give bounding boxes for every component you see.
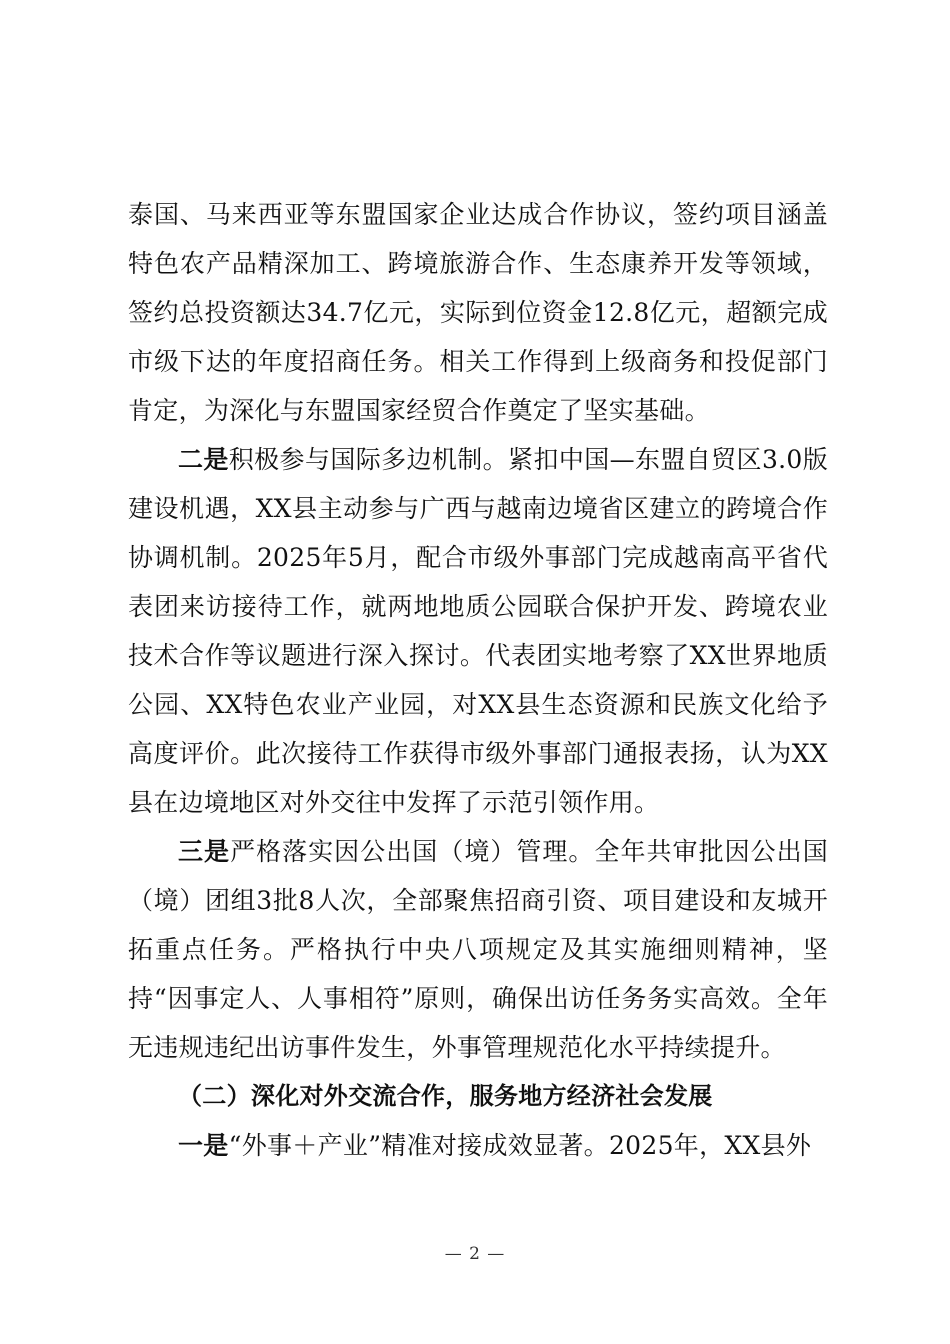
paragraph-point-three [128,827,828,1072]
paragraph-lead: 三是 [178,837,231,866]
paragraph-text: “外事＋产业”精准对接成效显著。2025年，XX县外 [228,1131,812,1160]
paragraph-text: 严格落实因公出国（境）管理。全年共审批因公出国（境）团组3批8人次，全部聚焦招商引资、项目建设和友城开拓重点任务。严格执行中央八项规定及其实施细则精神，坚持“因事定人、人事相符”原则，确保出访任务务实高效。全年无违规违纪出访事件发生，外事管理规范化水平持续提升。 [128,837,828,1062]
paragraph-lead: 一是 [178,1131,229,1160]
paragraph-lead: 二是 [178,445,229,474]
page-number: — 2 — [444,1244,506,1264]
paragraph-continuation [128,190,828,435]
paragraph-point-two [128,435,828,827]
document-body [128,190,828,1170]
section-heading: （二）深化对外交流合作，服务地方经济社会发展 [178,1082,713,1110]
paragraph-text: 积极参与国际多边机制。紧扣中国—东盟自贸区3.0版建设机遇，XX县主动参与广西与越南边境省区建立的跨境合作协调机制。2025年5月，配合市级外事部门完成越南高平省代表团来访接待工作，就两地地质公园联合保护开发、跨境农业技术合作等议题进行深入探讨。代表团实地考察了XX世界地质公园、XX特色农业产业园，对XX县生态资源和民族文化给予高度评价。此次接待工作获得市级外事部门通报表扬，认为XX县在边境地区对外交往中发挥了示范引领作用。 [128,445,828,817]
paragraph-point-one [128,1121,828,1170]
paragraph-text: 泰国、马来西亚等东盟国家企业达成合作协议，签约项目涵盖特色农产品精深加工、跨境旅游合作、生态康养开发等领域，签约总投资额达34.7亿元，实际到位资金12.8亿元，超额完成市级下达的年度招商任务。相关工作得到上级商务和投促部门肯定，为深化与东盟国家经贸合作奠定了坚实基础。 [128,200,828,425]
